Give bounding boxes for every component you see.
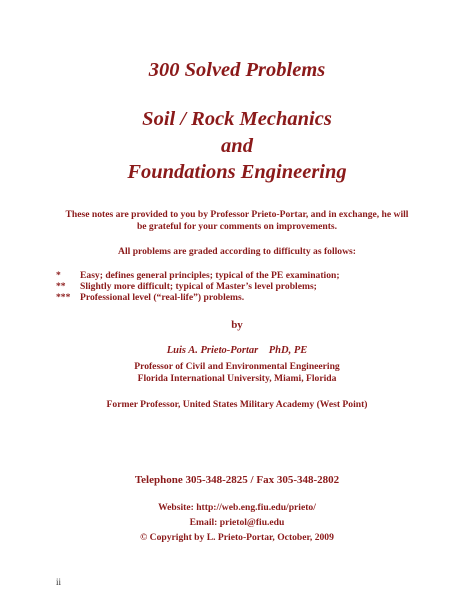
difficulty-text: Professional level (“real-life”) problems. xyxy=(80,292,245,303)
author-university: Florida International University, Miami, Florida xyxy=(137,373,337,384)
difficulty-stars: *** xyxy=(56,292,71,303)
author-former: Former Professor, United States Military Academy (West Point) xyxy=(106,399,368,410)
title-line-3: and xyxy=(221,135,253,157)
author-title: Professor of Civil and Environmental Engineering xyxy=(134,361,340,372)
title-line-4: Foundations Engineering xyxy=(127,161,347,183)
difficulty-text: Easy; defines general principles; typical of the PE examination; xyxy=(80,270,340,281)
page-number: ii xyxy=(56,577,62,587)
by-label: by xyxy=(231,319,243,331)
title-line-2: Soil / Rock Mechanics xyxy=(142,108,332,130)
email: Email: prietol@fiu.edu xyxy=(189,517,285,528)
website: Website: http://web.eng.fiu.edu/prieto/ xyxy=(158,502,316,513)
grading-note: All problems are graded according to difficulty as follows: xyxy=(118,246,356,257)
author-name: Luis A. Prieto-Portar PhD, PE xyxy=(166,345,308,356)
intro-line-2: be grateful for your comments on improvements. xyxy=(136,221,338,232)
telephone: Telephone 305-348-2825 / Fax 305-348-2802 xyxy=(134,474,340,486)
title-line-1: 300 Solved Problems xyxy=(148,59,326,81)
difficulty-stars: ** xyxy=(56,281,66,292)
difficulty-item xyxy=(56,292,244,304)
intro-line-1: These notes are provided to you by Professor Prieto-Portar, and in exchange, he will xyxy=(65,209,409,220)
copyright: © Copyright by L. Prieto-Portar, October, 2009 xyxy=(140,532,334,543)
difficulty-stars: * xyxy=(56,270,61,281)
difficulty-text: Slightly more difficult; typical of Master’s level problems; xyxy=(80,281,317,292)
